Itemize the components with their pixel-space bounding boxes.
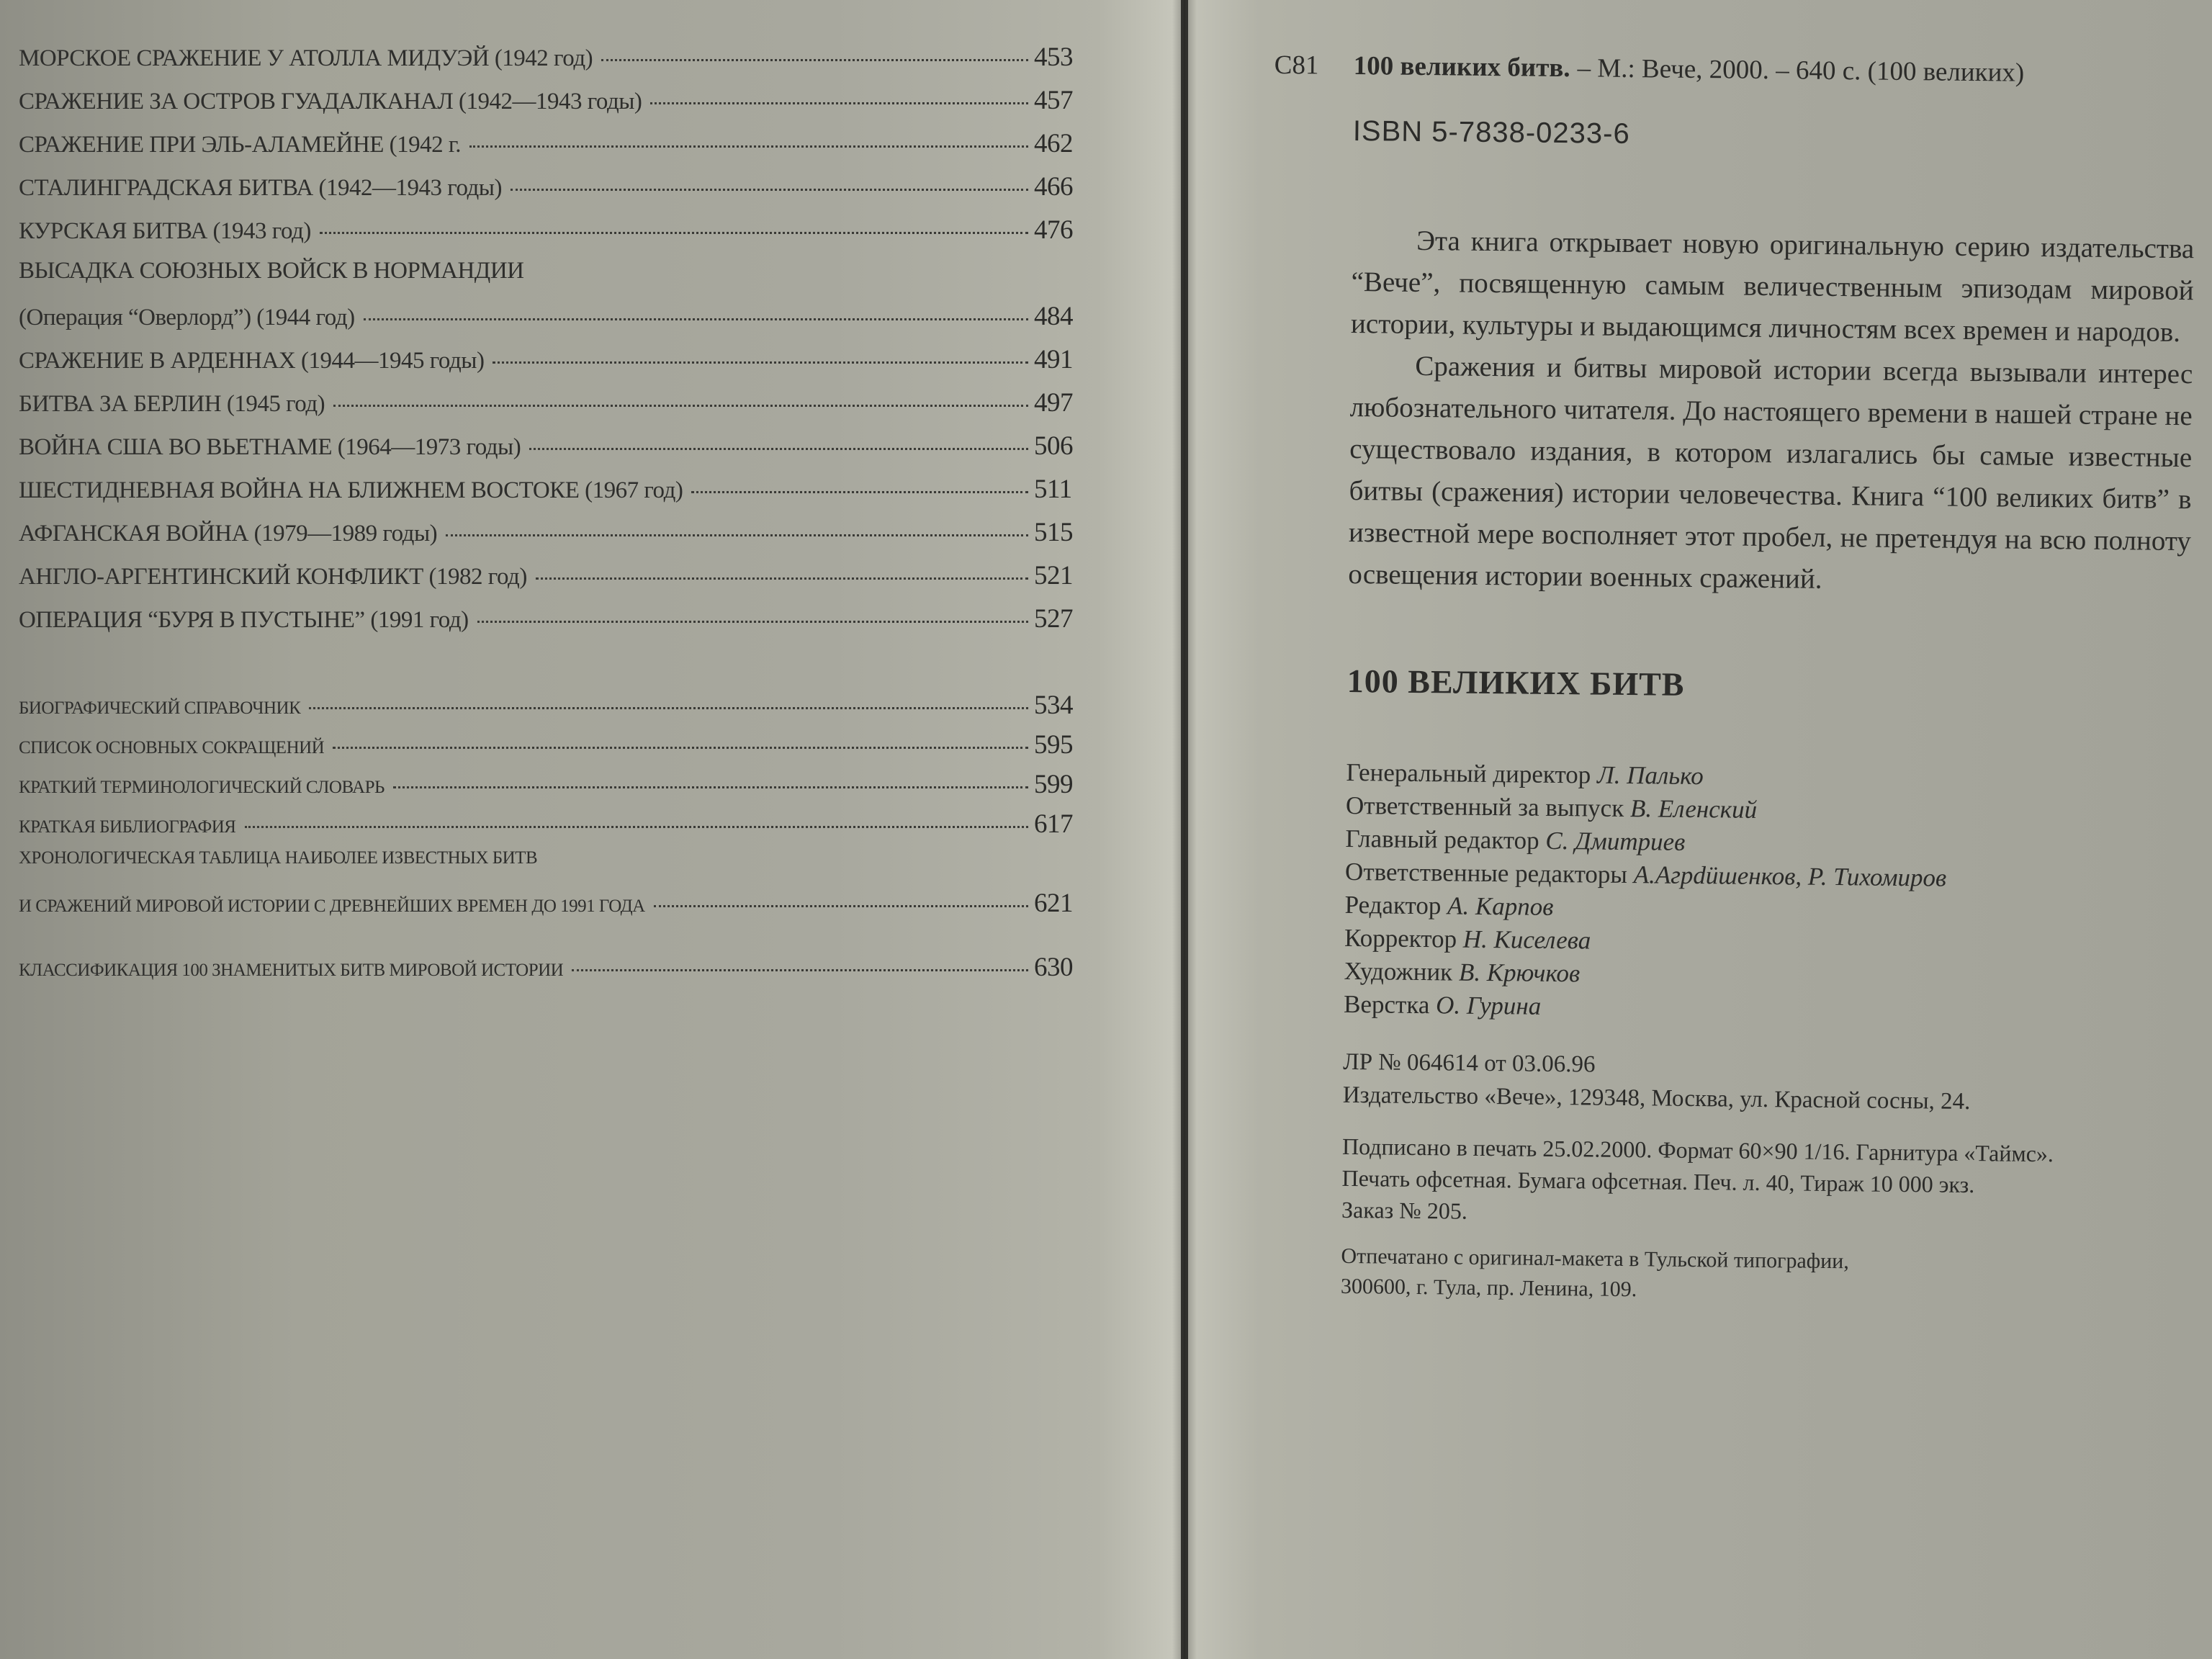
toc-entry — [19, 128, 1099, 171]
appendix-title: И СРАЖЕНИЙ МИРОВОЙ ИСТОРИИ С ДРЕВНЕЙШИХ ВРЕМЕН ДО 1991 ГОДА — [19, 896, 645, 916]
publisher-line: Издательство «Вече», 129348, Москва, ул. Красной сосны, 24. — [1342, 1082, 1971, 1115]
leader-dots — [469, 145, 1028, 148]
toc-title: ВЫСАДКА СОЮЗНЫХ ВОЙСК В НОРМАНДИИ — [19, 258, 524, 284]
leader-dots — [536, 577, 1028, 580]
credit-role: Корректор — [1344, 923, 1457, 953]
credit-name: В. Еленский — [1629, 794, 1758, 824]
leader-dots — [309, 707, 1028, 709]
appendix-page: 599 — [1034, 770, 1073, 799]
toc-title: СРАЖЕНИЕ ПРИ ЭЛЬ-АЛАМЕЙНЕ (1942 г. — [19, 132, 461, 158]
toc-entry — [19, 344, 1099, 387]
toc-title: БИТВА ЗА БЕРЛИН (1945 год) — [19, 391, 325, 417]
bibliographic-record — [1274, 50, 2196, 102]
book-title: 100 ВЕЛИКИХ БИТВ — [1346, 662, 1685, 703]
leader-dots — [245, 826, 1029, 828]
toc-entry — [19, 517, 1099, 560]
toc-entry — [19, 603, 1099, 647]
credit-name: Н. Киселева — [1462, 925, 1591, 955]
bib-code: С81 — [1274, 50, 1319, 81]
typography-info — [1341, 1241, 2184, 1310]
leader-dots — [601, 59, 1028, 61]
license-line: ЛР № 064614 от 03.06.96 — [1343, 1048, 1596, 1078]
toc-entry — [19, 42, 1099, 85]
credit-role: Главный редактор — [1345, 824, 1539, 855]
appendix-title: КРАТКАЯ БИБЛИОГРАФИЯ — [19, 817, 236, 837]
credit-role: Ответственный за выпуск — [1345, 791, 1624, 822]
toc-page: 476 — [1034, 215, 1073, 245]
credit-role: Ответственные редакторы — [1344, 857, 1628, 889]
imprint-page-content — [1274, 50, 2196, 1310]
classification-entry — [19, 952, 1099, 992]
toc-page: 521 — [1034, 561, 1073, 590]
print-type-line: Печать офсетная. Бумага офсетная. Печ. л. 40, Тираж 10 000 экз. — [1341, 1164, 1975, 1198]
toc-page: 453 — [1034, 42, 1073, 72]
toc-page: 491 — [1034, 345, 1073, 374]
toc-title: ОПЕРАЦИЯ “БУРЯ В ПУСТЫНЕ” (1991 год) — [19, 607, 469, 633]
toc-page: 515 — [1034, 518, 1073, 547]
toc-entry — [19, 474, 1099, 517]
appendix-entry — [19, 729, 1099, 769]
toc-entry — [19, 258, 1099, 301]
toc-page: 457 — [1034, 86, 1073, 115]
appendix-page: 621 — [1034, 889, 1073, 918]
credit-name: А. Карпов — [1447, 891, 1554, 921]
toc-entry — [19, 301, 1099, 344]
printed-line-1: Отпечатано с оригинал-макета в Тульской типографии, — [1341, 1244, 1849, 1274]
toc-title: ШЕСТИДНЕВНАЯ ВОЙНА НА БЛИЖНЕМ ВОСТОКЕ (1967 год) — [19, 477, 683, 503]
credit-role: Художник — [1344, 956, 1453, 986]
leader-dots — [477, 621, 1028, 623]
leader-dots — [572, 969, 1028, 971]
toc-entry — [19, 560, 1099, 603]
leader-dots — [691, 491, 1028, 493]
leader-dots — [650, 102, 1028, 104]
appendix-entry — [19, 690, 1099, 729]
toc-title: ВОЙНА США ВО ВЬЕТНАМЕ (1964—1973 годы) — [19, 434, 521, 460]
leader-dots — [529, 448, 1028, 450]
section-gap — [19, 927, 1099, 952]
toc-page: 484 — [1034, 302, 1073, 331]
toc-entry — [19, 171, 1099, 215]
credit-name: С. Дмитриев — [1545, 826, 1686, 856]
publisher-info — [1343, 1046, 2186, 1120]
isbn: ISBN 5-7838-0233-6 — [1352, 114, 1630, 150]
bib-details: – М.: Вече, 2000. – 640 с. (100 великих) — [1577, 53, 2025, 88]
leader-dots — [654, 905, 1028, 907]
toc-title: КУРСКАЯ БИТВА (1943 год) — [19, 218, 311, 244]
credit-role: Генеральный директор — [1346, 757, 1591, 789]
appendix-title: КРАТКИЙ ТЕРМИНОЛОГИЧЕСКИЙ СЛОВАРЬ — [19, 778, 385, 797]
toc-page: 497 — [1034, 388, 1073, 418]
appendix-title: БИОГРАФИЧЕСКИЙ СПРАВОЧНИК — [19, 698, 301, 718]
toc-entry — [19, 85, 1099, 128]
credits-list — [1344, 756, 2189, 1030]
credit-role: Верстка — [1343, 989, 1430, 1020]
print-info — [1341, 1130, 2185, 1234]
toc-page: 511 — [1034, 475, 1072, 504]
toc-title: (Операция “Оверлорд”) (1944 год) — [19, 305, 355, 331]
signed-line: Подписано в печать 25.02.2000. Формат 60×90 1/16. Гарнитура «Таймс». — [1341, 1133, 2054, 1167]
toc-page: 466 — [1034, 172, 1073, 202]
order-line: Заказ № 205. — [1341, 1196, 1467, 1224]
leader-dots — [364, 318, 1028, 320]
appendix-page: 617 — [1034, 809, 1073, 839]
appendix-page: 595 — [1034, 730, 1073, 760]
credit-name: О. Гурина — [1435, 991, 1542, 1020]
toc-title: АФГАНСКАЯ ВОЙНА (1979—1989 годы) — [19, 521, 438, 547]
toc-title: СТАЛИНГРАДСКАЯ БИТВА (1942—1943 годы) — [19, 175, 502, 201]
annotation-paragraph-2: Сражения и битвы мировой истории всегда вызывали интерес любознательного читателя. До настоящего времени в нашей стране не существовало издания, в котором излагались бы самые известные битвы (сражения) истории человечества. Книга “100 великих битв” в известной мере восполняет этот пробел, не претендуя на всю полноту освещения истории военных сражений. — [1348, 350, 2193, 595]
toc-title: СРАЖЕНИЕ В АРДЕННАХ (1944—1945 годы) — [19, 348, 485, 374]
appendix-title: СПИСОК ОСНОВНЫХ СОКРАЩЕНИЙ — [19, 738, 325, 757]
leader-dots — [511, 189, 1028, 191]
classification-title: КЛАССИФИКАЦИЯ 100 ЗНАМЕНИТЫХ БИТВ МИРОВОЙ ИСТОРИИ — [19, 961, 564, 980]
toc-title: СРАЖЕНИЕ ЗА ОСТРОВ ГУАДАЛКАНАЛ (1942—1943 годы) — [19, 89, 642, 114]
appendix-entry — [19, 848, 1099, 888]
leader-dots — [446, 534, 1028, 536]
leader-dots — [320, 232, 1028, 234]
printed-line-2: 300600, г. Тула, пр. Ленина, 109. — [1340, 1274, 1637, 1302]
credit-name: А.Агрdüшенков, Р. Тихомиров — [1633, 860, 1947, 892]
toc-entry — [19, 215, 1099, 258]
right-page — [1188, 0, 2212, 1659]
toc-page: 506 — [1034, 431, 1073, 461]
toc-page: 527 — [1034, 604, 1073, 634]
toc-title: МОРСКОЕ СРАЖЕНИЕ У АТОЛЛА МИДУЭЙ (1942 год) — [19, 45, 593, 71]
bib-title: 100 великих битв. — [1353, 50, 1570, 84]
appendix-title: ХРОНОЛОГИЧЕСКАЯ ТАБЛИЦА НАИБОЛЕЕ ИЗВЕСТНЫХ БИТВ — [19, 848, 538, 868]
toc-page: 462 — [1034, 129, 1073, 158]
toc-entry — [19, 387, 1099, 431]
appendix-page: 534 — [1034, 691, 1073, 720]
leader-dots — [333, 405, 1028, 407]
classification-page: 630 — [1034, 953, 1073, 982]
appendix-entry — [19, 809, 1099, 848]
credit-name: В. Крючков — [1458, 958, 1581, 988]
section-gap — [19, 647, 1099, 690]
leader-dots — [333, 747, 1028, 749]
appendix-entry — [19, 888, 1099, 927]
annotation-paragraph-1: Эта книга открывает новую оригинальную серию издательства “Вече”, посвященную самым величественным эпизодам мировой истории, культуры и выдающимся личностям всех времен и народов. — [1350, 225, 2195, 349]
credit-role: Редактор — [1344, 890, 1442, 920]
leader-dots — [493, 361, 1028, 364]
appendix-entry — [19, 769, 1099, 809]
leader-dots — [393, 786, 1028, 788]
credit-name: Л. Палько — [1596, 760, 1704, 791]
toc-title: АНГЛО-АРГЕНТИНСКИЙ КОНФЛИКТ (1982 год) — [19, 564, 527, 590]
table-of-contents — [19, 42, 1099, 992]
toc-entry — [19, 431, 1099, 474]
book-gutter — [1172, 0, 1197, 1659]
